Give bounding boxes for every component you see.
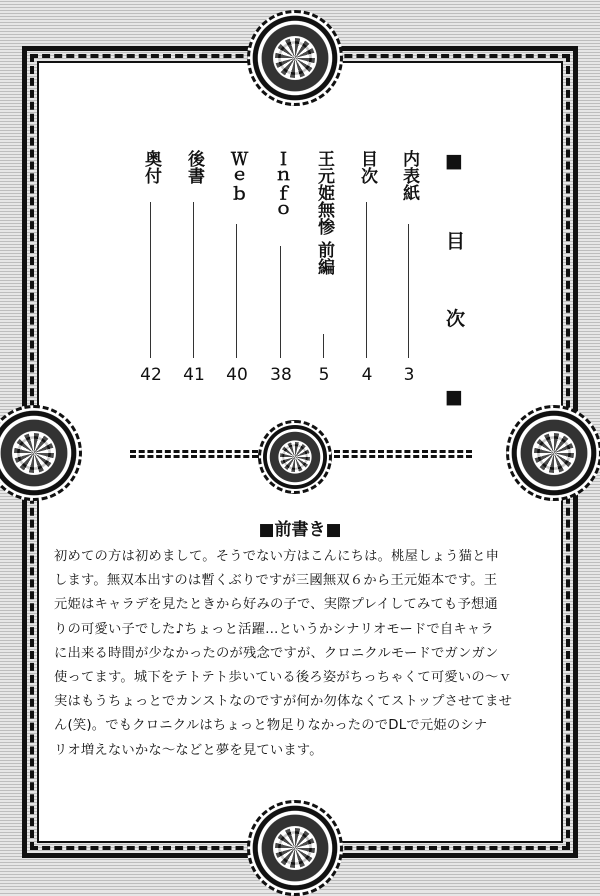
leader-line: [408, 224, 409, 358]
leader-line: [236, 224, 237, 358]
toc-entry-title: 王元姫無惨 前編: [314, 150, 334, 275]
preface-line: に出来る時間が少なかったのが残念ですが、クロニクルモードでガンガン: [54, 645, 499, 661]
preface-line: 実はもうちょっとでカンストなのですが何か勿体なくてストップさせてませ: [54, 694, 513, 710]
preface-line: リオ増えないかな～などと夢を見ています。: [54, 742, 323, 758]
toc-entry-title: 奥付: [141, 150, 161, 184]
preface-body: [54, 545, 554, 763]
preface-title: ■前書き■: [258, 520, 342, 540]
toc-entry-page: 40: [226, 365, 248, 385]
toc-entry-page: 3: [403, 365, 415, 385]
preface-line: します。無双本出すのは暫くぶりですが三國無双６から王元姫本です。王: [54, 573, 498, 589]
preface-line: ん(笑)。でもクロニクルはちょっと物足りなかったのでDLで元姫のシナ: [54, 718, 488, 734]
leader-line: [323, 334, 324, 358]
toc-entry-page: 42: [140, 365, 162, 385]
phoenix-medallion-center-icon: [258, 420, 332, 494]
leader-line: [280, 246, 281, 358]
toc-entry-title: 目次: [357, 150, 377, 184]
leader-line: [150, 202, 151, 358]
phoenix-medallion-bottom-icon: [247, 800, 343, 896]
toc-entry-title: 後書: [184, 150, 204, 184]
toc-entry: [226, 150, 248, 390]
phoenix-medallion-top-icon: [247, 10, 343, 106]
toc-heading: ■ 目 次 ■: [443, 150, 465, 434]
toc-entry: [313, 150, 335, 390]
preface-line: りの可愛い子でした♪ちょっと活躍…というかシナリオモードで自キャラ: [54, 621, 494, 637]
toc-entry-page: 41: [183, 365, 205, 385]
toc-entry-page: 5: [318, 365, 330, 385]
leader-line: [193, 202, 194, 358]
toc-entry: [270, 150, 292, 390]
preface-line: 元姫はキャラデを見たときから好みの子で、実際プレイしてみても予想通: [54, 597, 498, 613]
toc-entry: [356, 150, 378, 390]
toc-entry-page: 4: [361, 365, 373, 385]
preface-line: 使ってます。城下をテトテト歩いている後ろ姿がちっちゃくて可愛いの～ｖ: [54, 670, 512, 686]
toc-entry-page: 38: [270, 365, 292, 385]
toc-entry-title: Ｗｅｂ: [227, 150, 247, 201]
toc-entry: [183, 150, 205, 390]
preface-line: 初めての方は初めまして。そうでない方はこんにちは。桃屋しょう猫と申: [54, 549, 500, 564]
phoenix-medallion-right-icon: [506, 405, 600, 501]
divider-right: [334, 450, 472, 458]
divider-left: [130, 450, 258, 458]
toc-entry-title: 内表紙: [399, 150, 419, 201]
toc-entry: [140, 150, 162, 390]
toc-entry: [398, 150, 420, 390]
leader-line: [366, 202, 367, 358]
toc-entry-title: Ｉｎｆｏ: [271, 150, 291, 218]
